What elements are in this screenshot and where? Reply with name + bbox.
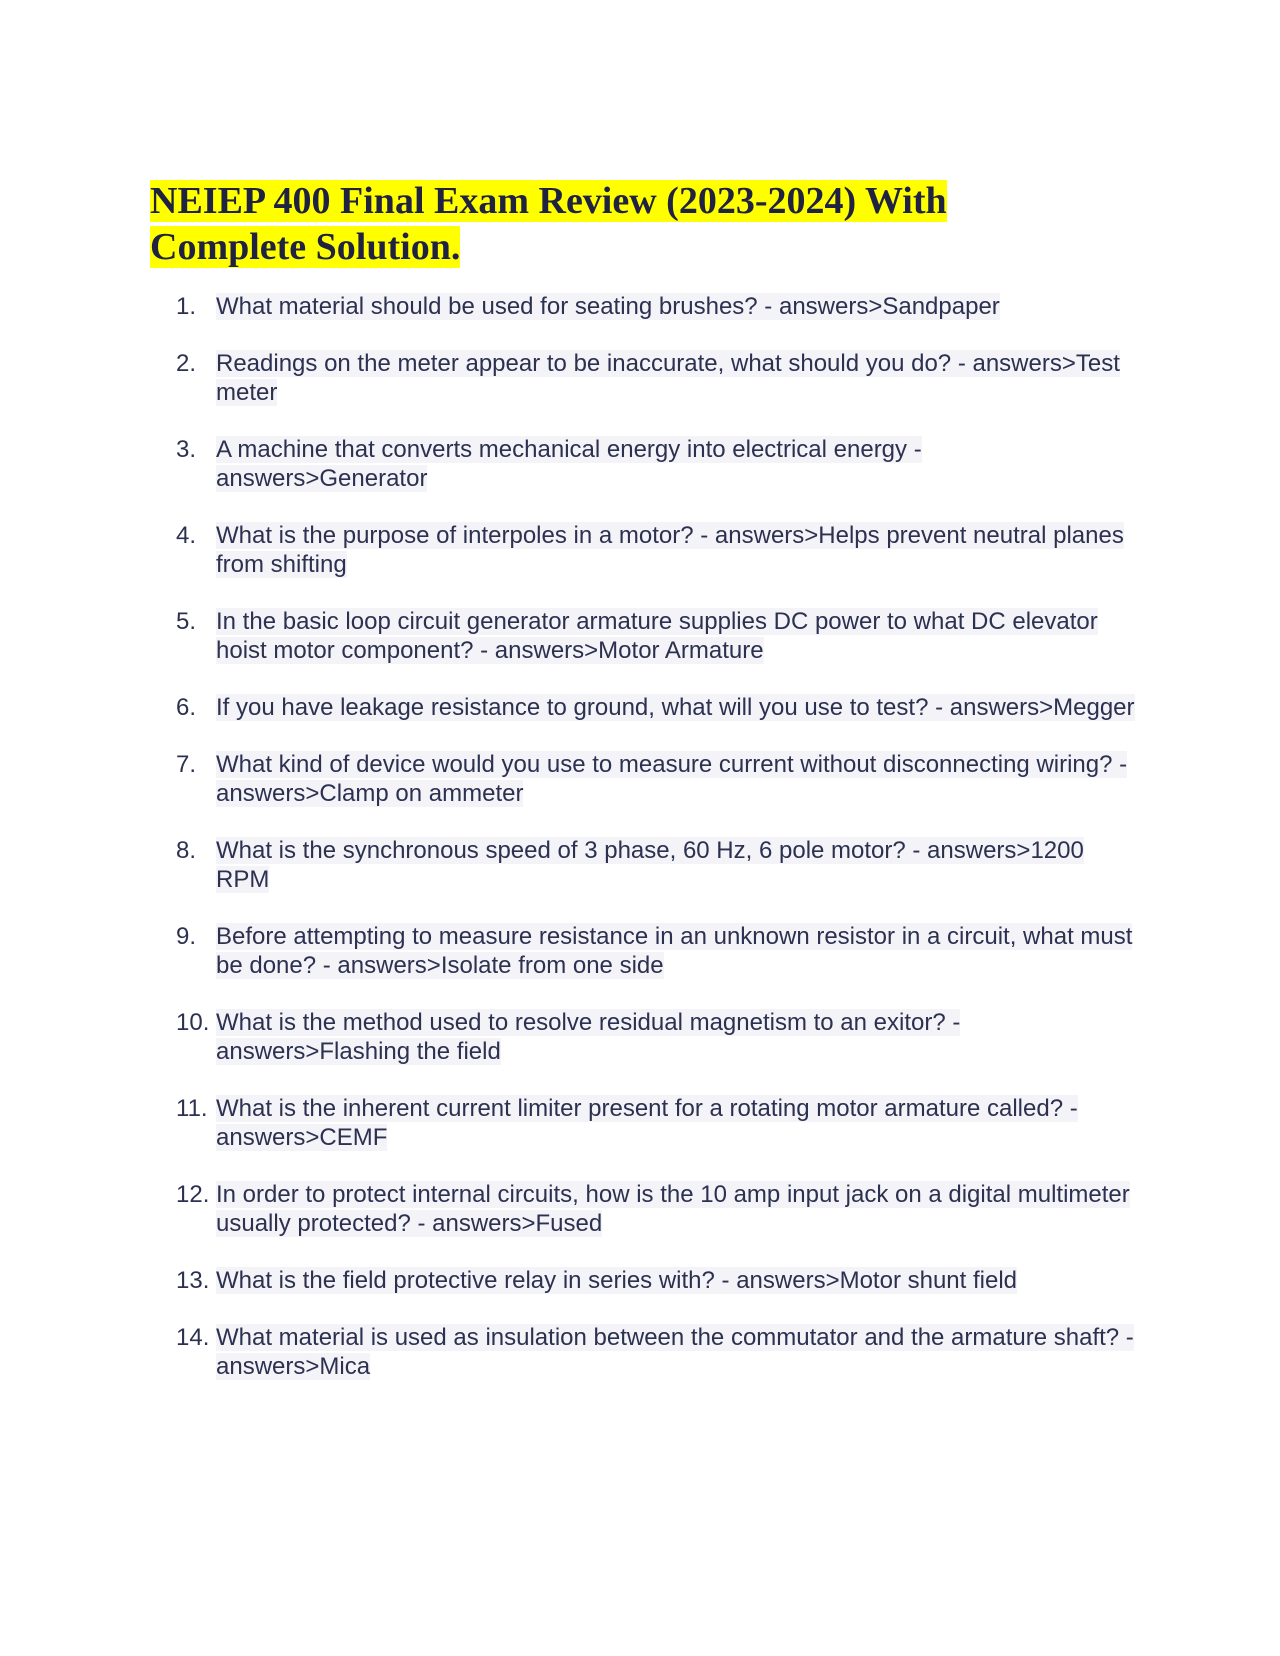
title-highlight: NEIEP 400 Final Exam Review (2023-2024) With Complete Solution.: [150, 180, 947, 268]
list-item: [176, 1180, 1136, 1238]
list-item: [176, 292, 1136, 321]
item-text: What is the inherent current limiter present for a rotating motor armature called? - answers>CEMF: [216, 1095, 1078, 1151]
item-number: 3.: [176, 436, 197, 463]
list-item: [176, 521, 1136, 579]
item-text: What kind of device would you use to measure current without disconnecting wiring? - answers>Clamp on ammeter: [216, 751, 1128, 807]
item-text: What is the synchronous speed of 3 phase, 60 Hz, 6 pole motor? - answers>1200 RPM: [216, 837, 1084, 893]
item-number: 14.: [176, 1324, 210, 1351]
item-text: In order to protect internal circuits, how is the 10 amp input jack on a digital multimeter usually protected? - answers>Fused: [216, 1181, 1130, 1237]
item-number: 7.: [176, 751, 197, 778]
list-item: [176, 750, 1136, 808]
list-item: [176, 435, 1136, 493]
document-title: [150, 178, 1010, 270]
item-number: 4.: [176, 522, 197, 549]
list-item: [176, 1266, 1136, 1295]
question-list: [176, 292, 1136, 1409]
list-item: [176, 693, 1136, 722]
item-text: If you have leakage resistance to ground, what will you use to test? - answers>Megger: [216, 694, 1135, 721]
item-number: 6.: [176, 694, 197, 721]
item-number: 8.: [176, 837, 197, 864]
item-text: What is the purpose of interpoles in a motor? - answers>Helps prevent neutral planes from shifting: [216, 522, 1124, 578]
item-text: What is the method used to resolve residual magnetism to an exitor? - answers>Flashing the field: [216, 1009, 961, 1065]
list-item: [176, 607, 1136, 665]
item-text: Readings on the meter appear to be inaccurate, what should you do? - answers>Test meter: [216, 350, 1120, 406]
item-number: 11.: [176, 1095, 208, 1122]
list-item: [176, 349, 1136, 407]
item-number: 9.: [176, 923, 197, 950]
item-number: 12.: [176, 1181, 210, 1208]
item-number: 13.: [176, 1267, 210, 1294]
list-item: [176, 836, 1136, 894]
item-text: What material should be used for seating brushes? - answers>Sandpaper: [216, 293, 1000, 320]
item-number: 2.: [176, 350, 197, 377]
list-item: [176, 1323, 1136, 1381]
list-item: [176, 1008, 1136, 1066]
item-text: What material is used as insulation between the commutator and the armature shaft? - answers>Mica: [216, 1324, 1134, 1380]
item-text: A machine that converts mechanical energy into electrical energy - answers>Generator: [216, 436, 922, 492]
list-item: [176, 922, 1136, 980]
item-number: 1.: [176, 293, 197, 320]
item-text: What is the field protective relay in series with? - answers>Motor shunt field: [216, 1267, 1018, 1294]
item-number: 10.: [176, 1009, 210, 1036]
list-item: [176, 1094, 1136, 1152]
item-text: Before attempting to measure resistance in an unknown resistor in a circuit, what must be done? - answers>Isolate from one side: [216, 923, 1133, 979]
item-text: In the basic loop circuit generator armature supplies DC power to what DC elevator hoist motor component? - answers>Motor Armature: [216, 608, 1098, 664]
item-number: 5.: [176, 608, 197, 635]
